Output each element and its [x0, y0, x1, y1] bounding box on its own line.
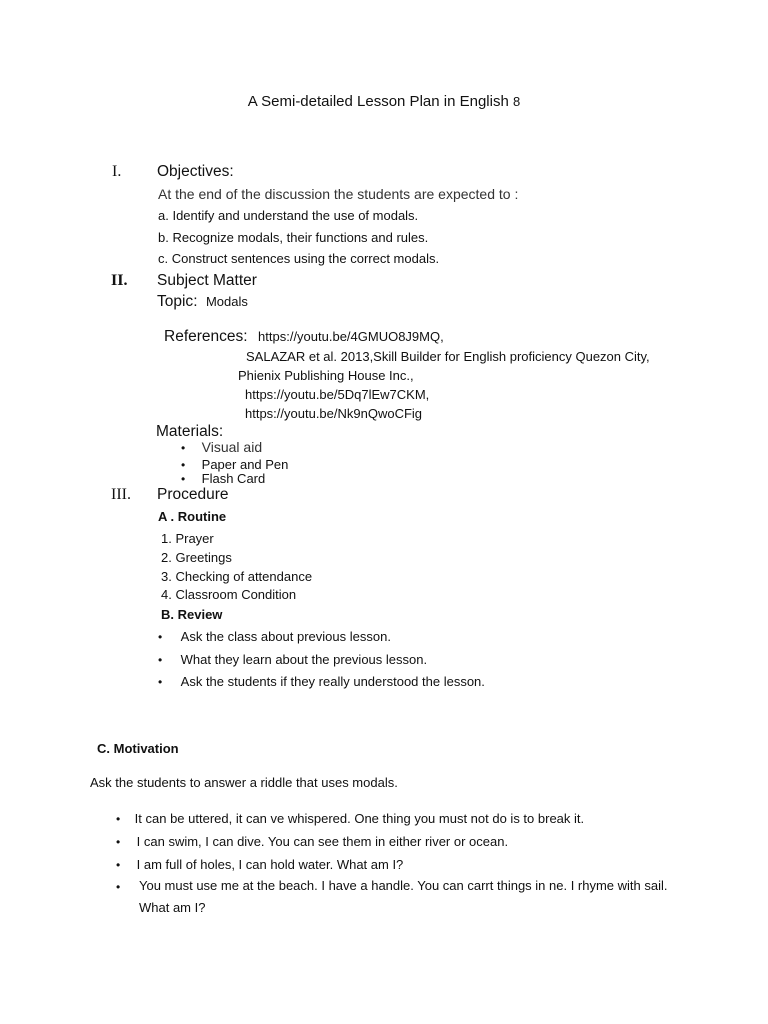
- bullet-icon: •: [181, 458, 186, 472]
- bullet-icon: •: [116, 812, 121, 826]
- material-text: Visual aid: [201, 439, 263, 455]
- topic-label: Topic: [157, 293, 194, 310]
- riddle-item-2: [116, 833, 508, 851]
- objectives-heading-text: Objectives: [157, 163, 230, 180]
- reference-5: https://youtu.be/Nk9nQwoCFig: [245, 406, 423, 421]
- procedure-heading: Procedure: [157, 486, 229, 503]
- title-grade: 8: [512, 94, 521, 109]
- routine-item-2: 2. Greetings: [161, 550, 232, 565]
- reference-3: Phienix Publishing House Inc.,: [238, 368, 414, 383]
- title-text: A Semi-detailed Lesson Plan in English: [247, 93, 509, 110]
- subject-matter-heading: Subject Matter: [157, 272, 257, 289]
- section-numeral-2: II.: [111, 272, 128, 289]
- bullet-icon: •: [116, 858, 121, 872]
- objective-item-a: a. Identify and understand the use of modals.: [158, 208, 419, 223]
- references-row: [164, 328, 444, 346]
- reference-1: https://youtu.be/4GMUO8J9MQ,: [258, 329, 444, 344]
- topic-colon: :: [193, 293, 198, 310]
- review-item-3: [158, 673, 485, 691]
- material-text: Flash Card: [201, 471, 266, 486]
- routine-heading: A . Routine: [158, 509, 227, 524]
- reference-2: SALAZAR et al. 2013,Skill Builder for English proficiency Quezon City,: [246, 349, 650, 364]
- objective-item-b: b. Recognize modals, their functions and rules.: [158, 230, 429, 245]
- objective-item-c: c. Construct sentences using the correct modals.: [158, 251, 440, 266]
- riddle-item-4: You must use me at the beach. I have a handle. You can carrt things in ne. I rhyme with sail. What am I?: [139, 878, 668, 915]
- review-text: Ask the class about previous lesson.: [180, 629, 391, 644]
- bullet-icon: •: [158, 653, 163, 667]
- topic-value: Modals: [205, 294, 248, 309]
- document-title: [0, 93, 768, 110]
- section-numeral-1: I.: [112, 163, 122, 180]
- riddle-item-3: [116, 856, 403, 874]
- riddle-item-4-bullet: [116, 878, 120, 896]
- objectives-heading-colon: :: [229, 163, 234, 180]
- material-text: Paper and Pen: [201, 457, 289, 472]
- review-item-1: [158, 628, 391, 646]
- riddle-item-1: [116, 810, 584, 828]
- bullet-icon: •: [158, 675, 163, 689]
- review-text: What they learn about the previous lesson.: [180, 652, 428, 667]
- motivation-intro: Ask the students to answer a riddle that uses modals.: [90, 775, 398, 790]
- riddle-text: I am full of holes, I can hold water. What am I?: [136, 857, 404, 872]
- references-label: References: [164, 328, 244, 345]
- objectives-heading: [157, 163, 234, 181]
- bullet-icon: •: [116, 835, 121, 849]
- bullet-icon: •: [158, 630, 163, 644]
- riddle-text: I can swim, I can dive. You can see them in either river or ocean.: [136, 834, 509, 849]
- review-text: Ask the students if they really understood the lesson.: [180, 674, 485, 689]
- review-heading: B. Review: [161, 607, 223, 622]
- riddle-text: It can be uttered, it can ve whispered. One thing you must not do is to break it.: [134, 811, 585, 826]
- motivation-heading: C. Motivation: [97, 741, 179, 756]
- bullet-icon: •: [181, 472, 186, 486]
- bullet-icon: •: [116, 880, 121, 894]
- reference-4: https://youtu.be/5Dq7lEw7CKM,: [245, 387, 430, 402]
- material-item-1: [181, 439, 262, 457]
- bullet-icon: •: [181, 441, 186, 455]
- materials-heading: Materials:: [156, 423, 224, 440]
- review-item-2: [158, 651, 427, 669]
- topic-row: [157, 293, 248, 311]
- references-colon: :: [243, 328, 248, 345]
- section-numeral-3: III.: [111, 486, 131, 503]
- routine-item-4: 4. Classroom Condition: [161, 587, 297, 602]
- routine-item-3: 3. Checking of attendance: [161, 569, 313, 584]
- routine-item-1: 1. Prayer: [161, 531, 214, 546]
- objectives-intro: At the end of the discussion the students are expected to :: [158, 186, 519, 202]
